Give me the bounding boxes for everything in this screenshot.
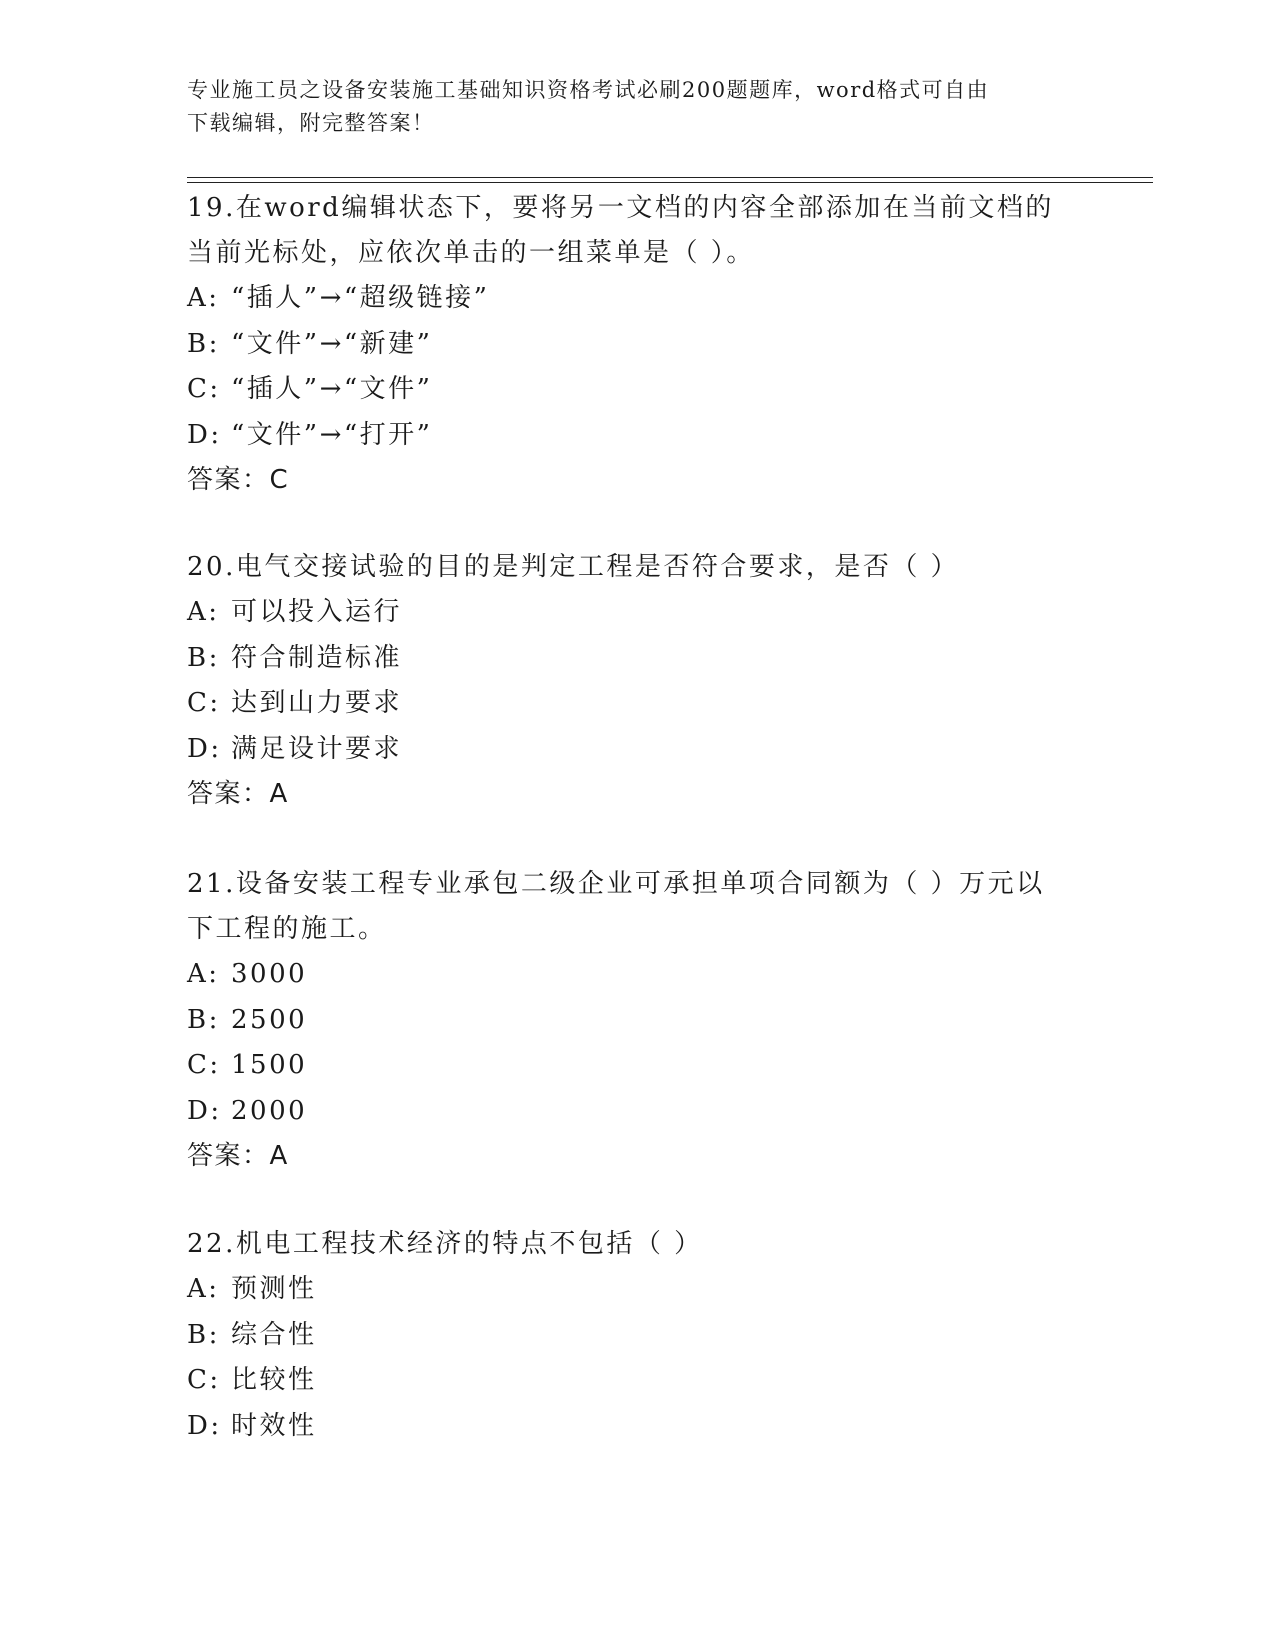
option-letter: C: <box>187 688 221 718</box>
option-c <box>187 681 1087 727</box>
answer: 答案：C <box>187 465 290 495</box>
option-letter: C: <box>187 1365 221 1395</box>
option-text: 综合性 <box>231 1319 317 1350</box>
option-text: 1500 <box>231 1050 308 1080</box>
option-letter: A: <box>187 959 220 989</box>
option-text: “文件”→“新建” <box>231 328 433 359</box>
question-text-line-1: 19.在word编辑状态下，要将另一文档的内容全部添加在当前文档的 <box>187 193 1054 223</box>
option-d <box>187 1089 1087 1135</box>
header-divider-bottom <box>187 182 1153 183</box>
option-text: 达到山力要求 <box>231 688 403 718</box>
option-c <box>187 1358 1087 1404</box>
option-d <box>187 1404 1087 1450</box>
answer: 答案：A <box>187 779 289 809</box>
option-letter: D: <box>187 1095 222 1126</box>
option-text: 预测性 <box>231 1274 317 1304</box>
question-21 <box>187 862 1087 1179</box>
option-text: 符合制造标准 <box>231 642 403 673</box>
question-19 <box>187 186 1087 503</box>
option-a <box>187 590 1087 636</box>
header-divider-top <box>187 177 1153 178</box>
question-22 <box>187 1222 1087 1449</box>
header-line-1: 专业施工员之设备安装施工基础知识资格考试必刷200题题库，word格式可自由 <box>187 78 990 102</box>
question-text-line-1: 21.设备安装工程专业承包二级企业可承担单项合同额为（ ）万元以 <box>187 869 1045 899</box>
option-letter: D: <box>187 419 222 450</box>
answer: 答案：A <box>187 1141 289 1171</box>
option-letter: A: <box>187 597 220 627</box>
option-letter: D: <box>187 733 222 764</box>
question-text-line-1: 22.机电工程技术经济的特点不包括（ ） <box>187 1229 703 1259</box>
option-a <box>187 1267 1087 1313</box>
option-d <box>187 727 1087 773</box>
option-b <box>187 322 1087 368</box>
option-b <box>187 636 1087 682</box>
option-text: “文件”→“打开” <box>231 419 433 450</box>
option-c <box>187 1043 1087 1089</box>
option-text: 2500 <box>231 1004 308 1035</box>
option-letter: B: <box>187 328 220 359</box>
option-text: 可以投入运行 <box>231 597 403 627</box>
document-header <box>187 74 1067 140</box>
header-line-2: 下载编辑，附完整答案！ <box>187 111 435 135</box>
option-letter: C: <box>187 374 221 404</box>
option-text: “插人”→“文件” <box>231 374 433 404</box>
option-letter: A: <box>187 1274 220 1304</box>
option-letter: B: <box>187 1319 220 1350</box>
question-20 <box>187 545 1087 817</box>
option-text: 满足设计要求 <box>231 733 403 764</box>
option-text: 3000 <box>231 959 308 989</box>
option-letter: D: <box>187 1410 222 1441</box>
option-text: 时效性 <box>231 1410 317 1441</box>
option-d <box>187 413 1087 459</box>
option-text: 比较性 <box>231 1365 317 1395</box>
option-letter: B: <box>187 642 220 673</box>
option-a <box>187 952 1087 998</box>
option-text: 2000 <box>231 1095 308 1126</box>
option-b <box>187 1313 1087 1359</box>
option-b <box>187 998 1087 1044</box>
option-text: “插人”→“超级链接” <box>231 283 490 313</box>
option-a <box>187 276 1087 322</box>
option-letter: B: <box>187 1004 220 1035</box>
option-letter: C: <box>187 1050 221 1080</box>
option-letter: A: <box>187 283 220 313</box>
question-text-line-2: 当前光标处，应依次单击的一组菜单是（ ）。 <box>187 238 755 268</box>
question-text-line-1: 20.电气交接试验的目的是判定工程是否符合要求，是否（ ） <box>187 552 960 582</box>
option-c <box>187 367 1087 413</box>
question-text-line-2: 下工程的施工。 <box>187 914 387 944</box>
